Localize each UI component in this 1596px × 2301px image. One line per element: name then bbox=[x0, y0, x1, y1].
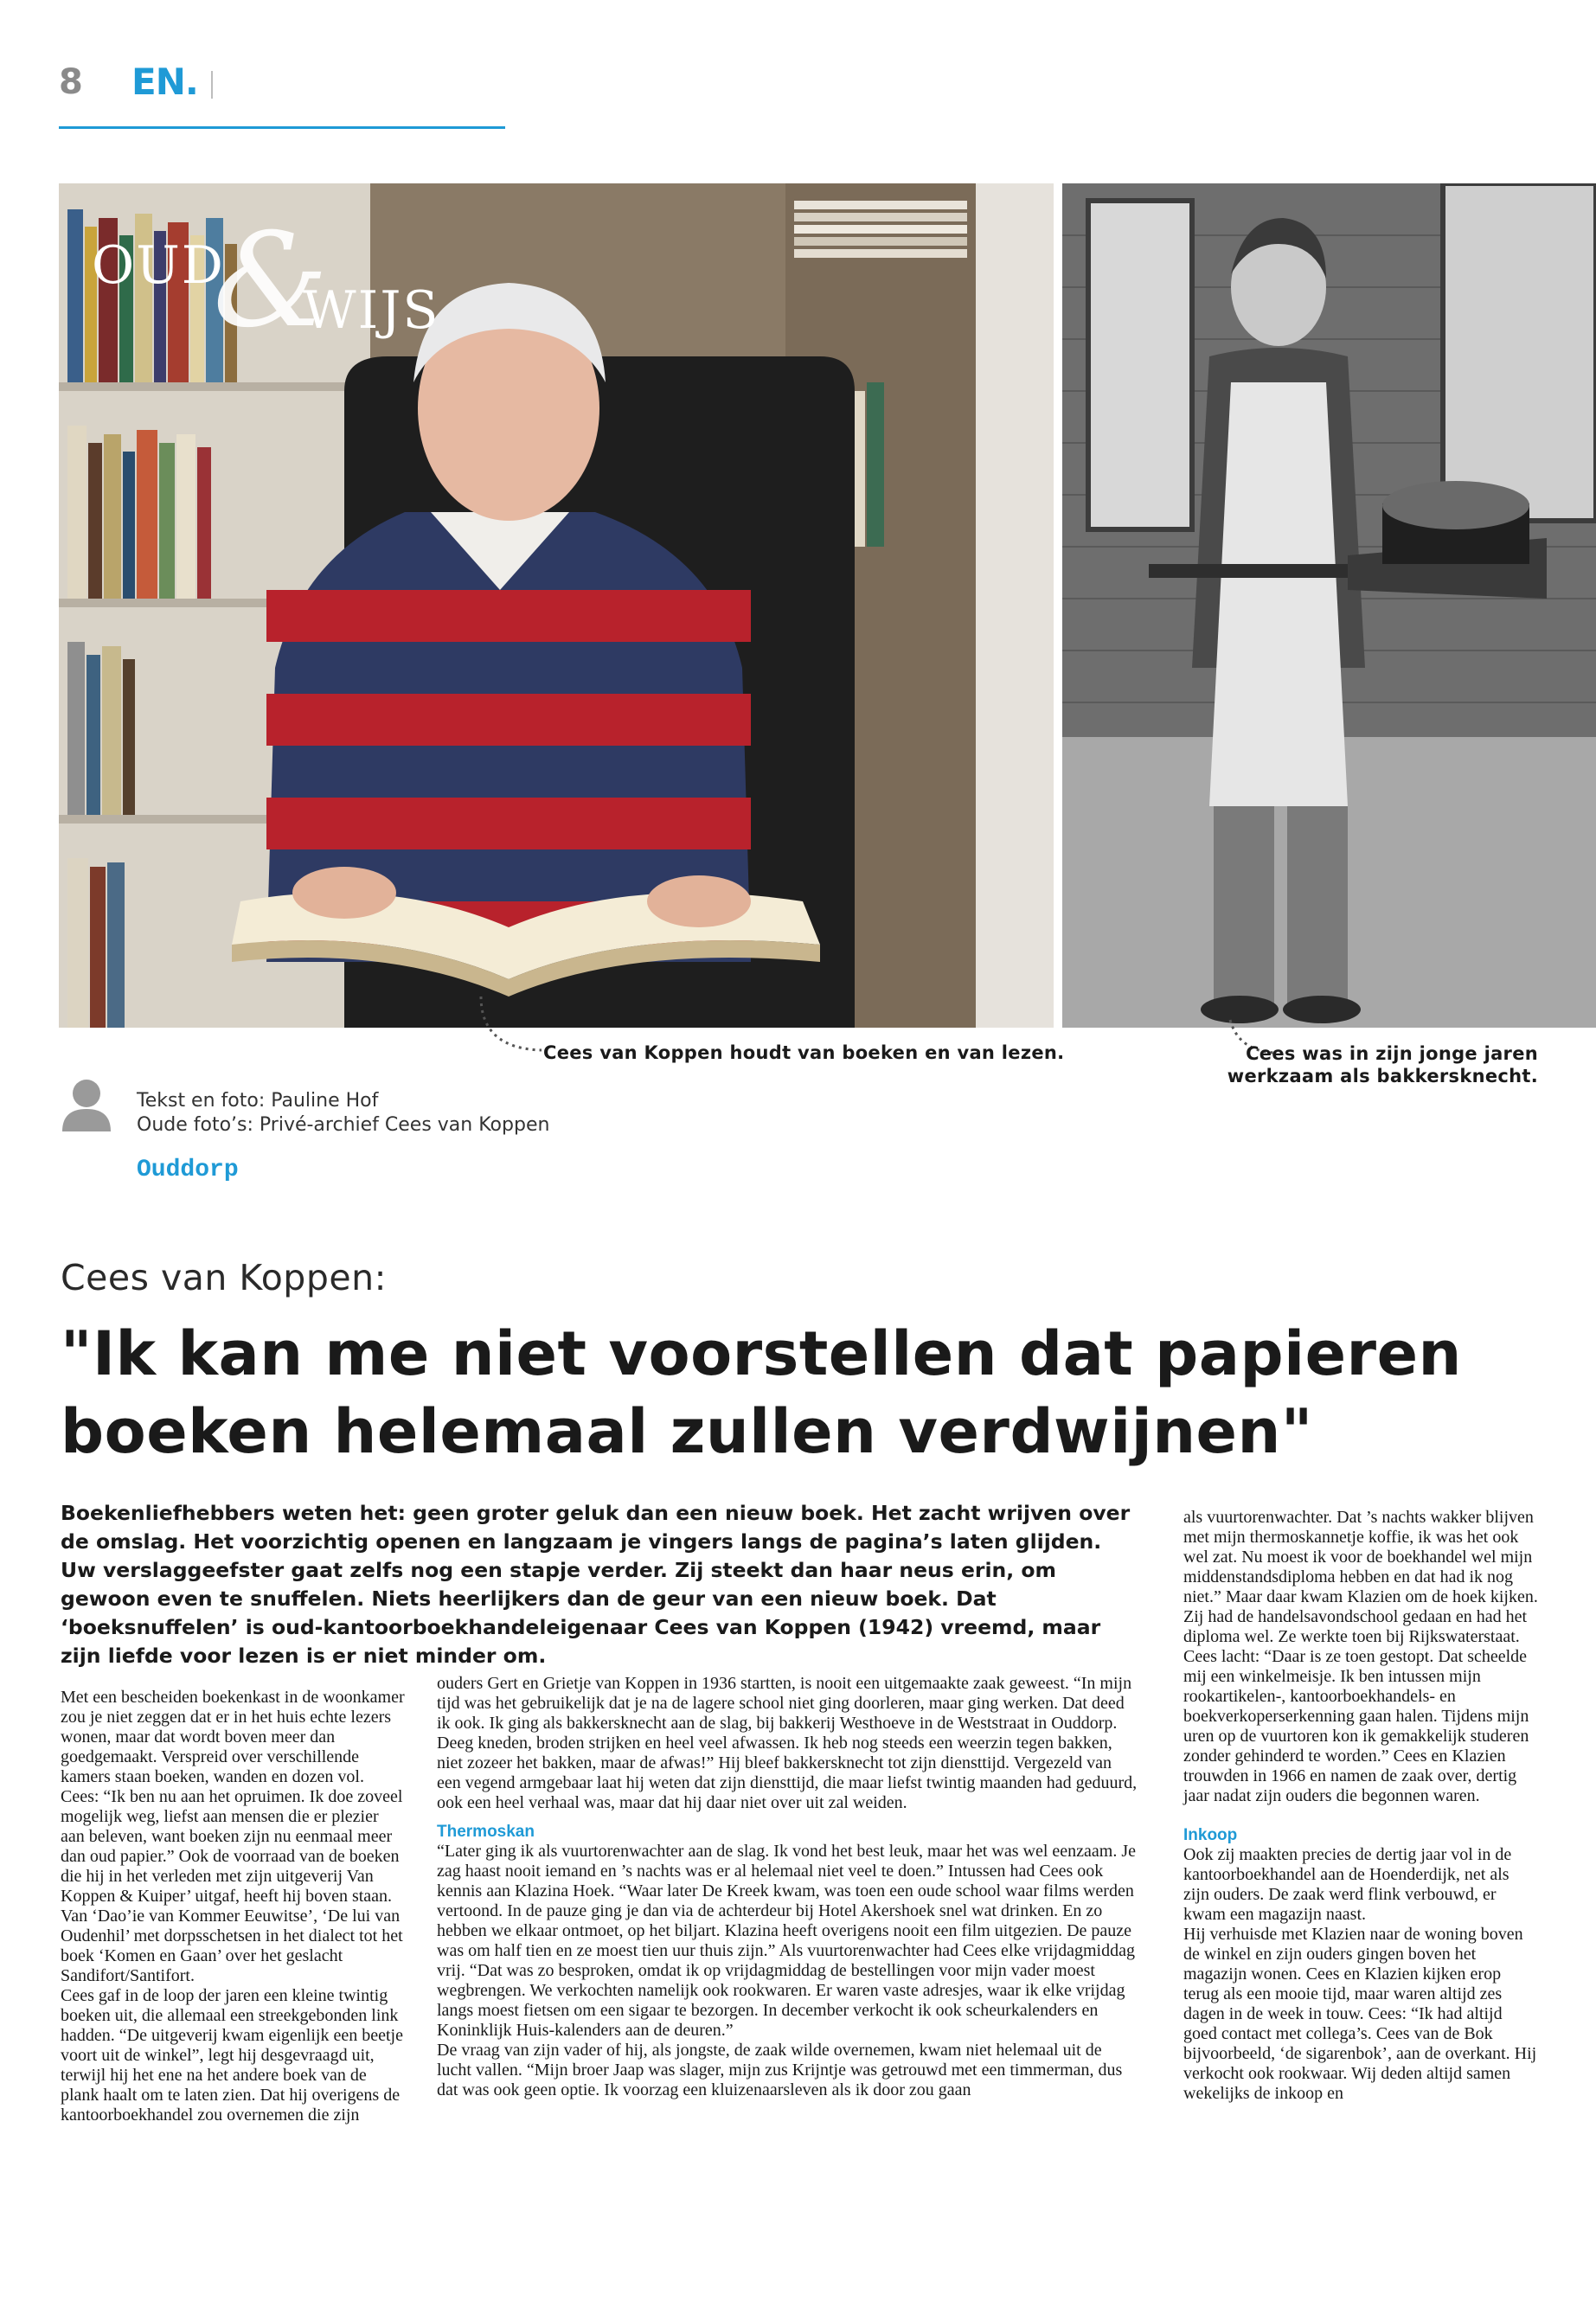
subhead-inkoop: Inkoop bbox=[1183, 1826, 1238, 1844]
caption-left: Cees van Koppen houdt van boeken en van lezen. bbox=[543, 1042, 1065, 1063]
author-avatar-icon bbox=[61, 1076, 112, 1131]
brand-wijs: WIJS bbox=[303, 280, 440, 341]
photo-young-baker-illustration bbox=[1062, 183, 1596, 1028]
body-paragraph: Ook zij maakten precies de dertig jaar vol in de kantoorboekhandel aan de Hoenderdijk, net als zijn ouders. De zaak werd flink verbouwd, er kwam een magazijn naast. bbox=[1183, 1845, 1512, 1924]
body-paragraph: Met een bescheiden boekenkast in de woonkamer zou je niet zeggen dat er in het huis echte lezers wonen, maar dat wordt boven meer dan goedgemaakt. Verspreid over verschillende kamers staan boeken, wanden en dozen vol. Cees: “Ik ben nu aan het opruimen. Ik doe zoveel mogelijk weg, liefst aan mensen die er plezier aan beleven, want boeken zijn nu eenmaal meer dan oud papier.” Ook de voorraad van de boeken die hij in het verleden met zijn uitgeverij Van Koppen & Kuiper’ uitgaf, heeft hij boven staan. Van ‘Dao’ie van Kommer Eeuwitse’, ‘De lui van Oudenhil’ met dorpsschetsen in het dialect tot het boek ‘Komen en Gaan’ over het geslacht Sandifort/Santifort. bbox=[61, 1688, 405, 1985]
body-paragraph: Cees gaf in de loop der jaren een kleine twintig boeken uit, die allemaal een streekgebonden link hadden. “De uitgeverij kwam eigenlijk een beetje voort uit de winkel”, legt hij desgevraagd uit, terwijl hij het ene na het andere boek van de plank haalt om te laten zien. Dat hij overigens de kantoorboekhandel zou overnemen die zijn bbox=[61, 1986, 403, 2125]
header-divider bbox=[211, 71, 213, 99]
photo-young-baker bbox=[1062, 183, 1596, 1028]
photo-cees-reading bbox=[59, 183, 1054, 1028]
body-column-3 bbox=[1183, 1508, 1538, 2104]
body-paragraph: Zij had de handelsavondschool gedaan en had het diploma wel. Ze werkte toen bij Rijkswaterstaat. Cees lacht: “Daar is ze toen gestopt. Dat scheelde mij een winkelmeisje. Ik ben intussen mijn rookartikelen-, kantoorboekhandels- en boekverkoperserkenning gaan halen. Tijdens mijn uren op de vuurtoren kon ik gemakkelijk studeren zonder gehinderd te worden.” Cees en Klazien trouwden in 1966 en namen de zaak over, dertig jaar nadat zijn ouders die begonnen waren. bbox=[1183, 1607, 1529, 1805]
body-paragraph: ouders Gert en Grietje van Koppen in 1936 startten, is nooit een uitgemaakte zaak geweest. “In mijn tijd was het gebruikelijk dat je na de lagere school niet ging doorleren, maar ging werken. Dat deed ik ook. Ik ging als bakkersknecht aan de slag, bij bakkerij Westhoeve in de Weststraat in Ouddorp. Deeg kneden, broden strijken en heel veel afwassen. Ik heb nog steeds een weerzin tegen bakken, niet zozeer het bakken, maar de afwas!” Hij bleef bakkersknecht tot zijn diensttijd. Vergezeld van een vegend armgebaar laat hij weten dat zijn diensttijd, die maar liefst twintig maanden had geduurd, ook een heel verhaal was, maar dat hij daar niet over uit zal weiden. bbox=[437, 1674, 1138, 1812]
brand-ampersand: & bbox=[213, 206, 329, 356]
headline-line2: boeken helemaal zullen verdwijnen" bbox=[61, 1396, 1313, 1467]
headline-line1: "Ik kan me niet voorstellen dat papieren bbox=[61, 1318, 1462, 1389]
caption-right-line2: werkzaam als bakkersknecht. bbox=[1227, 1066, 1538, 1086]
brand-oud: OUD bbox=[92, 235, 225, 296]
byline-old-photos: Oude foto’s: Privé-archief Cees van Koppen bbox=[137, 1114, 550, 1136]
caption-right-line1: Cees was in zijn jonge jaren bbox=[1246, 1043, 1538, 1064]
headline-kicker: Cees van Koppen: bbox=[61, 1257, 387, 1298]
article-intro: Boekenliefhebbers weten het: geen groter geluk dan een nieuw boek. Het zacht wrijven over de omslag. Het voorzichtig openen en langzaam je vingers langs de pagina’s laten glijden. Uw verslaggeefster gaat zelfs nog een stapje verder. Zij steekt dan haar neus erin, om gewoon even te snuffelen. Niets heerlijkers dan de geur van een nieuw boek. Dat ‘boeksnuffelen’ is oud-kantoorboekhandeleigenaar Cees van Koppen (1942) vreemd, maar zijn liefde voor lezen is er niet minder om. bbox=[61, 1501, 1131, 1668]
body-paragraph: Hij verhuisde met Klazien naar de woning boven de winkel en zijn ouders gingen boven het magazijn wonen. Cees en Klazien kijken erop terug als een mooie tijd, maar waren altijd zes dagen in de week in touw. Cees: “Ik had altijd goed contact met collega’s. Cees van de Bok bijvoorbeeld, ‘de sigarenbok’, aan de overkant. Hij verkocht ook rookwaar. Wij deden altijd samen wekelijks de inkoop en bbox=[1183, 1925, 1537, 2103]
page-number: 8 bbox=[59, 62, 83, 102]
headline bbox=[61, 1315, 1548, 1471]
byline bbox=[137, 1089, 549, 1138]
header-rule bbox=[59, 126, 505, 129]
byline-text-photo: Tekst en foto: Pauline Hof bbox=[137, 1090, 379, 1112]
caption-left-leader bbox=[478, 995, 547, 1064]
caption-right bbox=[1194, 1042, 1538, 1087]
photo-cees-reading-illustration bbox=[59, 183, 1054, 1028]
newspaper-logo: EN. bbox=[131, 61, 198, 103]
subhead-thermoskan: Thermoskan bbox=[437, 1823, 535, 1841]
body-paragraph: De vraag van zijn vader of hij, als jongste, de zaak wilde overnemen, kwam niet helemaal uit de lucht vallen. “Mijn broer Jaap was slager, mijn zus Krijntje was getrouwd met een timmerman, dus dat was ook geen optie. Ik voorzag een kluizenaarsleven als ik door zou gaan bbox=[437, 2041, 1123, 2099]
body-column-1 bbox=[61, 1688, 405, 2125]
dateline-location: Ouddorp bbox=[137, 1157, 239, 1183]
body-paragraph: “Later ging ik als vuurtorenwachter aan de slag. Ik vond het best leuk, maar het was wel eenzaam. Je zag haast nooit iemand en ’s nachts was er al helemaal niet veel te doen.” Intussen had Cees ook kennis aan Klazina Hoek. “Waar later De Kreek kwam, was toen een oude school waar films werden vertoond. In de pauze ging je dan via de achterdeur bij Hotel Akershoek snel wat drinken. En zo hebben we elkaar ontmoet, op het biljart. Klazina heeft overigens nooit een film uitgezien. De pauze was om half tien en ze moest tien uur thuis zijn.” Als vuurtorenwachter had Cees elke vrijdagmiddag vrij. “Dat was zo besproken, omdat ik op vrijdagmiddag de bestellingen voor mijn vader moest wegbrengen. We verkochten namelijk ook rookwaren. Er waren vaste adresjes, waar ik elke vrijdag langs moest fietsen om een sigaar te bezorgen. In december verkocht ik ook scheurkalenders en Koninklijk Huis-kalenders aan de deuren.” bbox=[437, 1842, 1137, 2040]
body-paragraph: als vuurtorenwachter. Dat ’s nachts wakker blijven met mijn thermoskannetje koffie, ik was het ook wel zat. Nu moest ik voor de boekhandel wel mijn middenstandsdiploma hebben en dat had ik nog niet.” Maar daar kwam Klazien om de hoek kijken. bbox=[1183, 1508, 1538, 1606]
body-column-2 bbox=[437, 1674, 1138, 2100]
